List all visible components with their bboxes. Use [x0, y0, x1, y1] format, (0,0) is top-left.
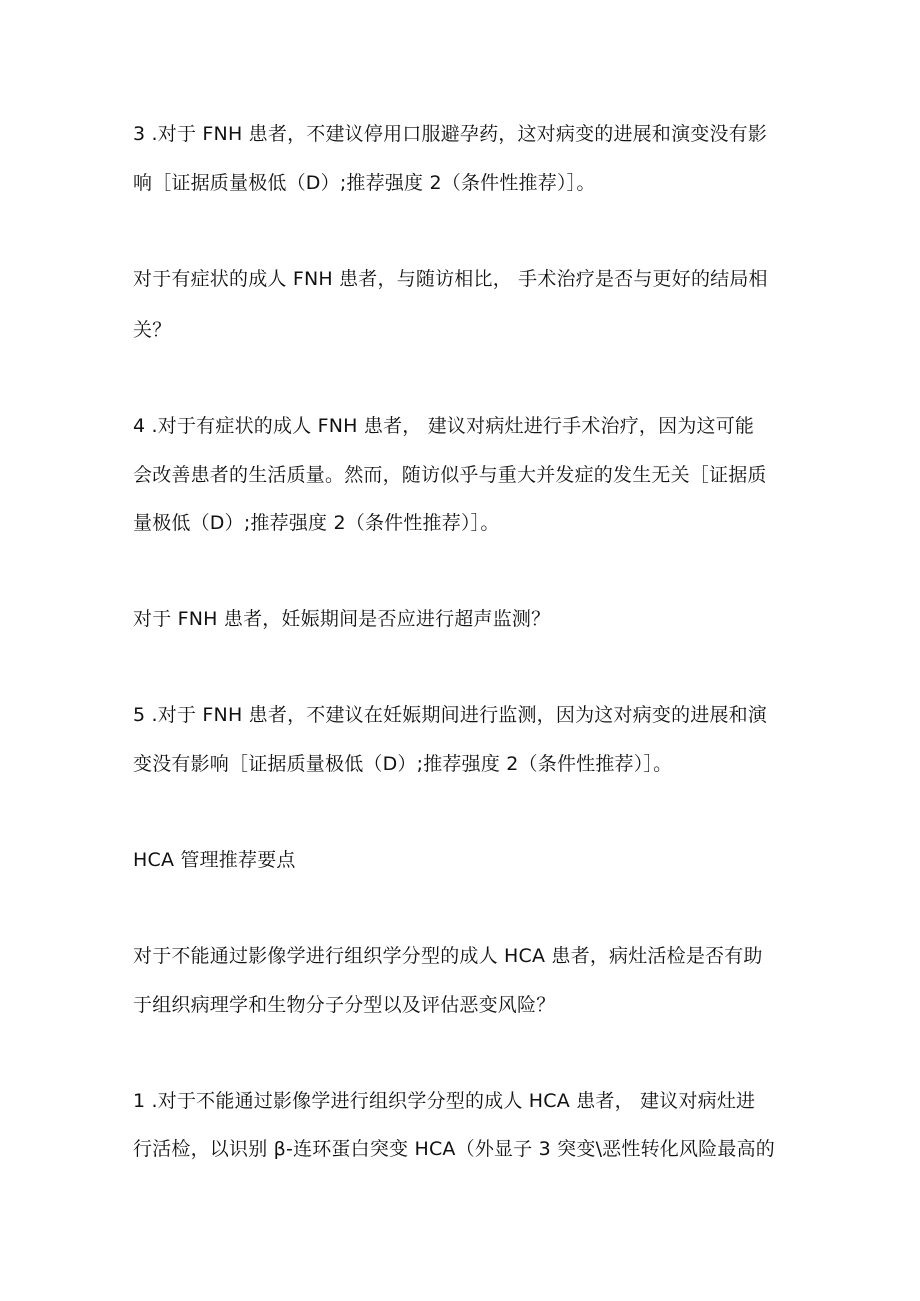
text-line: 变没有影响［证据质量极低（D）;推荐强度 2（条件性推荐）］。 — [133, 753, 673, 775]
text-line: 1 .对于不能通过影像学进行组织学分型的成人 HCA 患者， 建议对病灶进 — [133, 1090, 756, 1112]
text-line: 行活检，以识别 β-连环蛋白突变 HCA（外显子 3 突变\恶性转化风险最高的 — [133, 1138, 775, 1160]
question-line: 对于有症状的成人 FNH 患者，与随访相比， 手术治疗是否与更好的结局相 — [133, 268, 768, 290]
text-line: 会改善患者的生活质量。然而，随访似乎与重大并发症的发生无关［证据质 — [133, 464, 767, 486]
text-line: 3 .对于 FNH 患者，不建议停用口服避孕药，这对病变的进展和演变没有影 — [133, 123, 768, 145]
text-line: 5 .对于 FNH 患者，不建议在妊娠期间进行监测，因为这对病变的进展和演 — [133, 704, 768, 726]
text-line: 响［证据质量极低（D）;推荐强度 2（条件性推荐）］。 — [133, 172, 596, 194]
text-line: 4 .对于有症状的成人 FNH 患者， 建议对病灶进行手术治疗，因为这可能 — [133, 415, 755, 437]
question-line: 对于不能通过影像学进行组织学分型的成人 HCA 患者，病灶活检是否有助 — [133, 945, 763, 967]
question-line: 关？ — [133, 319, 172, 341]
question-line: 对于 FNH 患者，妊娠期间是否应进行超声监测？ — [133, 608, 551, 630]
question-line: 于组织病理学和生物分子分型以及评估恶变风险？ — [133, 994, 556, 1016]
text-line: 量极低（D）;推荐强度 2（条件性推荐）］。 — [133, 512, 500, 534]
section-heading: HCA 管理推荐要点 — [133, 849, 296, 871]
